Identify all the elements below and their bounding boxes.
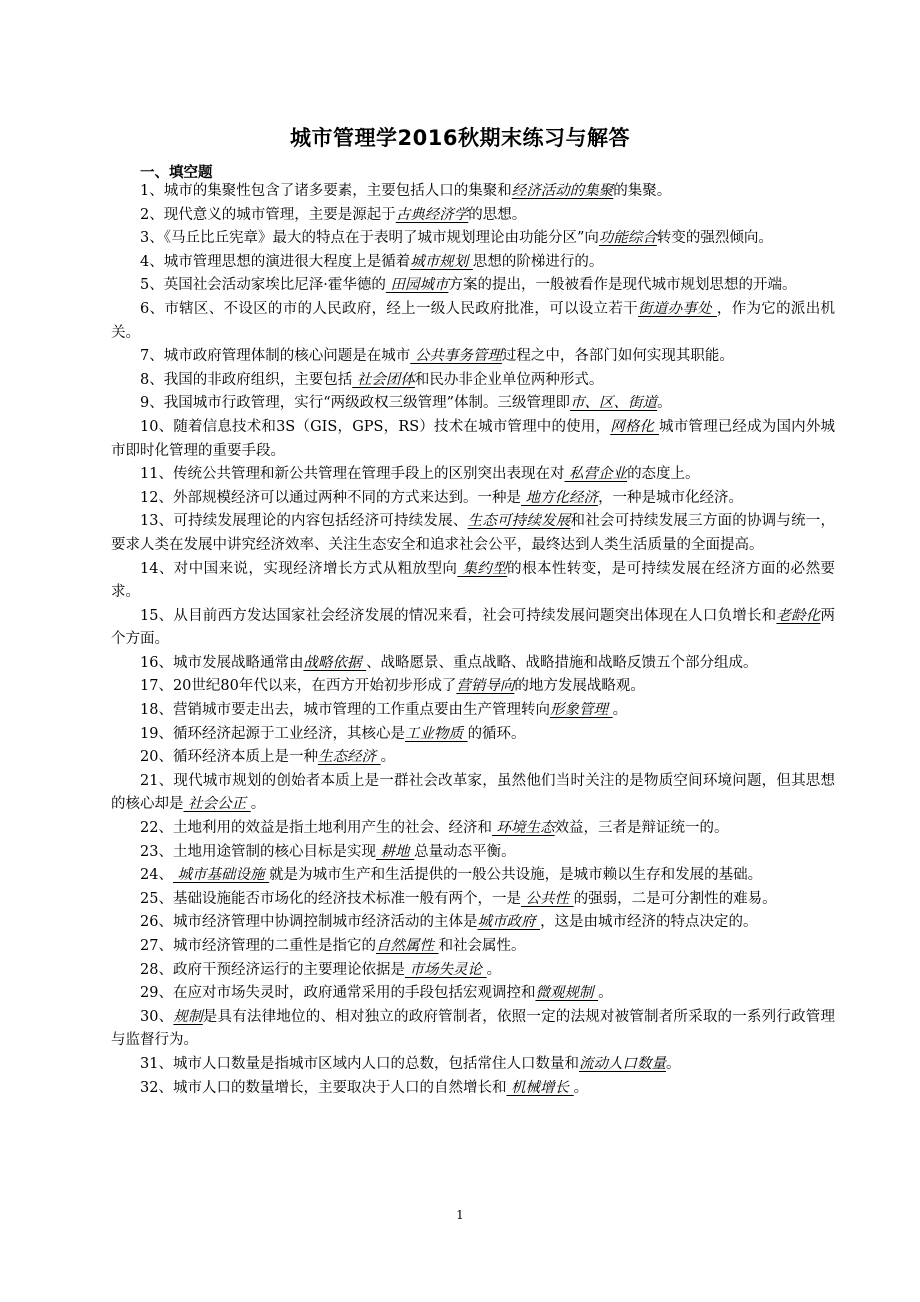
question-item: [111, 770, 835, 817]
question-number: 17、: [140, 678, 173, 695]
question-item: [111, 1077, 835, 1101]
question-text: 从目前西方发达国家社会经济发展的情况来看，社会可持续发展问题突出体现在人口负增长和: [173, 607, 777, 624]
question-item: [111, 652, 835, 676]
answer-blank: 营销导向: [456, 678, 515, 695]
question-item: [111, 699, 835, 723]
question-text: 现代意义的城市管理，主要是源起于: [163, 206, 396, 223]
question-text: ，作为它的派出机关。: [111, 300, 835, 341]
question-text: 市辖区、不设区的市的人民政府，经上一级人民政府批准，可以设立若干: [164, 300, 638, 317]
question-text: 对中国来说，实现经济增长方式从粗放型向: [173, 560, 458, 577]
answer-blank: 地方化经济: [520, 489, 599, 506]
question-item: [111, 864, 835, 888]
question-number: 6、: [140, 300, 165, 317]
answer-blank: 城市基础设施: [172, 867, 270, 884]
question-number: 7、: [140, 348, 164, 365]
question-number: 32、: [140, 1079, 173, 1096]
question-text: 《马丘比丘宪章》最大的特点在于表明了城市规划理论由功能分区”向: [163, 230, 599, 247]
question-item: [111, 251, 835, 275]
question-text: 的循环。: [467, 725, 526, 742]
question-text: 的强弱，二是可分割性的难易。: [573, 890, 777, 907]
question-text: 方案的提出，一般被看作是现代城市规划思想的开端。: [448, 277, 797, 294]
question-number: 12、: [140, 489, 173, 506]
question-item: [111, 1006, 835, 1053]
question-text: 循环经济本质上是一种: [172, 749, 318, 766]
question-item: [111, 959, 835, 983]
question-text: 土地利用的效益是指土地利用产生的社会、经济和: [172, 820, 492, 837]
question-item: [111, 298, 835, 345]
question-number: 27、: [140, 938, 173, 954]
question-text: 城市的集聚性包含了诸多要素，主要包括人口的集聚和: [163, 183, 512, 199]
question-item: [111, 841, 835, 865]
question-text: 。: [573, 1079, 589, 1096]
answer-blank: 市、区、街道: [570, 395, 658, 412]
question-text: 的地方发展战略观。: [514, 678, 645, 695]
question-number: 22、: [140, 820, 173, 837]
question-item: [111, 274, 835, 298]
question-number: 14、: [140, 560, 174, 577]
question-text: 城市经济管理的二重性是指它的: [172, 938, 376, 954]
question-number: 13、: [140, 513, 174, 530]
question-number: 29、: [140, 985, 173, 1002]
answer-blank: 网格化: [610, 418, 660, 435]
question-text: 。: [486, 961, 502, 978]
question-text: 城市发展战略通常由: [172, 654, 304, 671]
answer-blank: 战略依据: [303, 654, 367, 671]
answer-blank: 规制: [173, 1008, 203, 1025]
question-item: [111, 416, 835, 463]
answer-blank: 流动人口数量: [578, 1055, 666, 1072]
question-number: 30、: [140, 1008, 174, 1025]
page-number: 1: [456, 1208, 464, 1222]
question-text: 和社会属性。: [438, 938, 526, 954]
answer-blank: 功能综合: [598, 230, 657, 247]
question-text: 可持续发展理论的内容包括经济可持续发展、: [173, 513, 468, 530]
question-text: 城市管理已经成为国内外城市即时化管理的重要手段。: [111, 418, 836, 459]
question-text: 的思想。: [468, 206, 527, 223]
question-text: 两个方面。: [111, 607, 836, 648]
question-text: 传统公共管理和新公共管理在管理手段上的区别突出表现在对: [172, 466, 565, 483]
question-item: [111, 463, 835, 487]
answer-blank: 私营企业: [564, 466, 628, 483]
question-number: 3、: [140, 230, 164, 247]
question-item: [111, 369, 835, 393]
question-text: ，一种是城市化经济。: [598, 489, 744, 506]
answer-blank: 田园城市: [385, 277, 449, 294]
answer-blank: 城市政府: [477, 914, 541, 931]
question-item: [111, 487, 835, 511]
question-text: 外部规模经济可以通过两种不同的方式来达到。一种是: [172, 489, 521, 506]
answer-blank: 生态可持续发展: [467, 513, 571, 530]
question-text: 思想的阶梯进行的。: [472, 253, 604, 270]
question-text: 我国城市行政管理，实行“两级政权三级管理”体制。三级管理即: [163, 395, 571, 412]
question-number: 21、: [140, 772, 174, 789]
question-number: 11、: [140, 466, 173, 483]
answer-blank: 市场失灵论: [404, 961, 487, 978]
question-text: 城市经济管理中协调控制城市经济活动的主体是: [172, 914, 478, 931]
question-text: 效益，三者是辩证统一的。: [554, 820, 729, 837]
question-number: 19、: [140, 725, 173, 742]
answer-blank: 环境生态: [491, 820, 555, 837]
question-text: ，这是由城市经济的特点决定的。: [540, 914, 758, 931]
question-item: [111, 510, 835, 557]
answer-blank: 街道办事处: [637, 300, 717, 317]
answer-blank: 机械增长: [506, 1079, 574, 1096]
question-text: 城市管理思想的演进很大程度上是循着: [163, 253, 411, 270]
answer-blank: 生态经济: [317, 749, 381, 766]
question-item: [111, 911, 835, 935]
question-text: 基础设施能否市场化的经济技术标准一般有两个，一是: [172, 890, 521, 907]
answer-blank: 社会公正: [183, 796, 251, 813]
question-text: 。: [657, 395, 672, 412]
question-text: 总量动态平衡。: [414, 843, 516, 860]
question-text: 城市政府管理体制的核心问题是在城市: [163, 348, 411, 365]
question-number: 5、: [140, 277, 164, 294]
question-item: [111, 1053, 835, 1077]
question-item: [111, 392, 835, 416]
question-item: [111, 723, 835, 747]
question-number: 23、: [140, 843, 173, 860]
question-text: 英国社会活动家埃比尼泽·霍华德的: [163, 277, 386, 294]
question-text: 我国的非政府组织，主要包括: [163, 371, 353, 388]
question-item: [111, 204, 835, 228]
question-text: 就是为城市生产和生活提供的一般公共设施，是城市赖以生存和发展的基础。: [269, 867, 763, 884]
question-text: 和民办非企业单位两种形式。: [414, 371, 604, 388]
answer-blank: 经济活动的集聚: [511, 183, 614, 199]
answer-blank: 社会团体: [352, 371, 415, 388]
answer-blank: 老龄化: [776, 607, 821, 624]
question-item: [111, 675, 835, 699]
question-text: 的根本性转变，是可持续发展在经济方面的必然要求。: [111, 560, 836, 601]
answer-blank: 公共事务管理: [410, 348, 502, 365]
question-text: 20世纪80年代以来，在西方开始初步形成了: [172, 678, 457, 695]
question-text: 。: [380, 749, 396, 766]
question-number: 4、: [140, 253, 164, 270]
answer-blank: 微观规制: [535, 985, 599, 1002]
question-number: 8、: [140, 371, 164, 388]
question-text: 的态度上。: [627, 466, 700, 483]
question-number: 20、: [140, 749, 173, 766]
question-text: 是具有法律地位的、相对独立的政府管制者，依照一定的法规对被管制者所采取的一系列行政管理与监督行为。: [111, 1008, 836, 1049]
question-text: 城市人口的数量增长，主要取决于人口的自然增长和: [172, 1079, 507, 1096]
question-number: 1、: [140, 183, 164, 199]
answer-blank: 古典经济学: [395, 206, 469, 223]
question-number: 18、: [140, 702, 173, 719]
question-text: 、战略愿景、重点战略、战略措施和战略反馈五个部分组成。: [366, 654, 758, 671]
question-text: 的集聚。: [613, 183, 672, 199]
question-text: 。: [665, 1055, 681, 1072]
question-item: [111, 227, 835, 251]
question-item: [111, 888, 835, 912]
question-number: 15、: [140, 607, 174, 624]
question-text: 循环经济起源于工业经济，其核心是: [172, 725, 405, 742]
section-heading: 一、填空题: [140, 165, 213, 181]
answer-blank: 工业物质: [404, 725, 468, 742]
question-item: [111, 982, 835, 1006]
answer-blank: 耕地: [375, 843, 415, 860]
question-number: 16、: [140, 654, 173, 671]
question-text: 随着信息技术和3S（GIS，GPS，RS）技术在城市管理中的使用，: [173, 418, 611, 435]
question-item: [111, 746, 835, 770]
question-text: 在应对市场失灵时，政府通常采用的手段包括宏观调控和: [172, 985, 536, 1002]
question-text: 政府干预经济运行的主要理论依据是: [172, 961, 405, 978]
answer-blank: 集约型: [457, 560, 508, 577]
question-number: 31、: [140, 1055, 173, 1072]
question-text: 。: [612, 702, 628, 719]
question-text: 现代城市规划的创始者本质上是一群社会改革家，虽然他们当时关注的是物质空间环境问题，但其思想的核心却是: [111, 772, 836, 813]
question-text: 城市人口数量是指城市区域内人口的总数，包括常住人口数量和: [172, 1055, 579, 1072]
question-item: [111, 558, 835, 605]
question-item: [111, 817, 835, 841]
question-item: [111, 180, 835, 204]
question-text: 。: [250, 796, 266, 813]
answer-blank: 形象管理: [549, 702, 613, 719]
answer-blank: 自然属性: [375, 938, 439, 954]
question-number: 10、: [140, 418, 174, 435]
answer-blank: 公共性: [520, 890, 574, 907]
question-item: [111, 935, 835, 959]
question-number: 2、: [140, 206, 164, 223]
answer-blank: 城市规划: [410, 253, 473, 270]
question-item: [111, 345, 835, 369]
question-text: 过程之中，各部门如何实现其职能。: [501, 348, 734, 365]
question-text: 和社会可持续发展三方面的协调与统一，要求人类在发展中讲究经济效率、关注生态安全和追求社会公平，最终达到人类生活质量的全面提高。: [111, 513, 836, 553]
question-number: 26、: [140, 914, 173, 931]
page-title: 城市管理学2016秋期末练习与解答: [290, 126, 630, 150]
question-text: 营销城市要走出去，城市管理的工作重点要由生产管理转向: [172, 702, 550, 719]
question-item: [111, 605, 835, 652]
question-text: 转变的强烈倾向。: [656, 230, 773, 247]
question-list: [111, 180, 835, 1100]
question-text: 土地用途管制的核心目标是实现: [172, 843, 376, 860]
question-text: 。: [598, 985, 613, 1002]
question-number: 24、: [140, 867, 173, 884]
question-number: 9、: [140, 395, 164, 412]
question-number: 25、: [140, 890, 173, 907]
question-number: 28、: [140, 961, 173, 978]
